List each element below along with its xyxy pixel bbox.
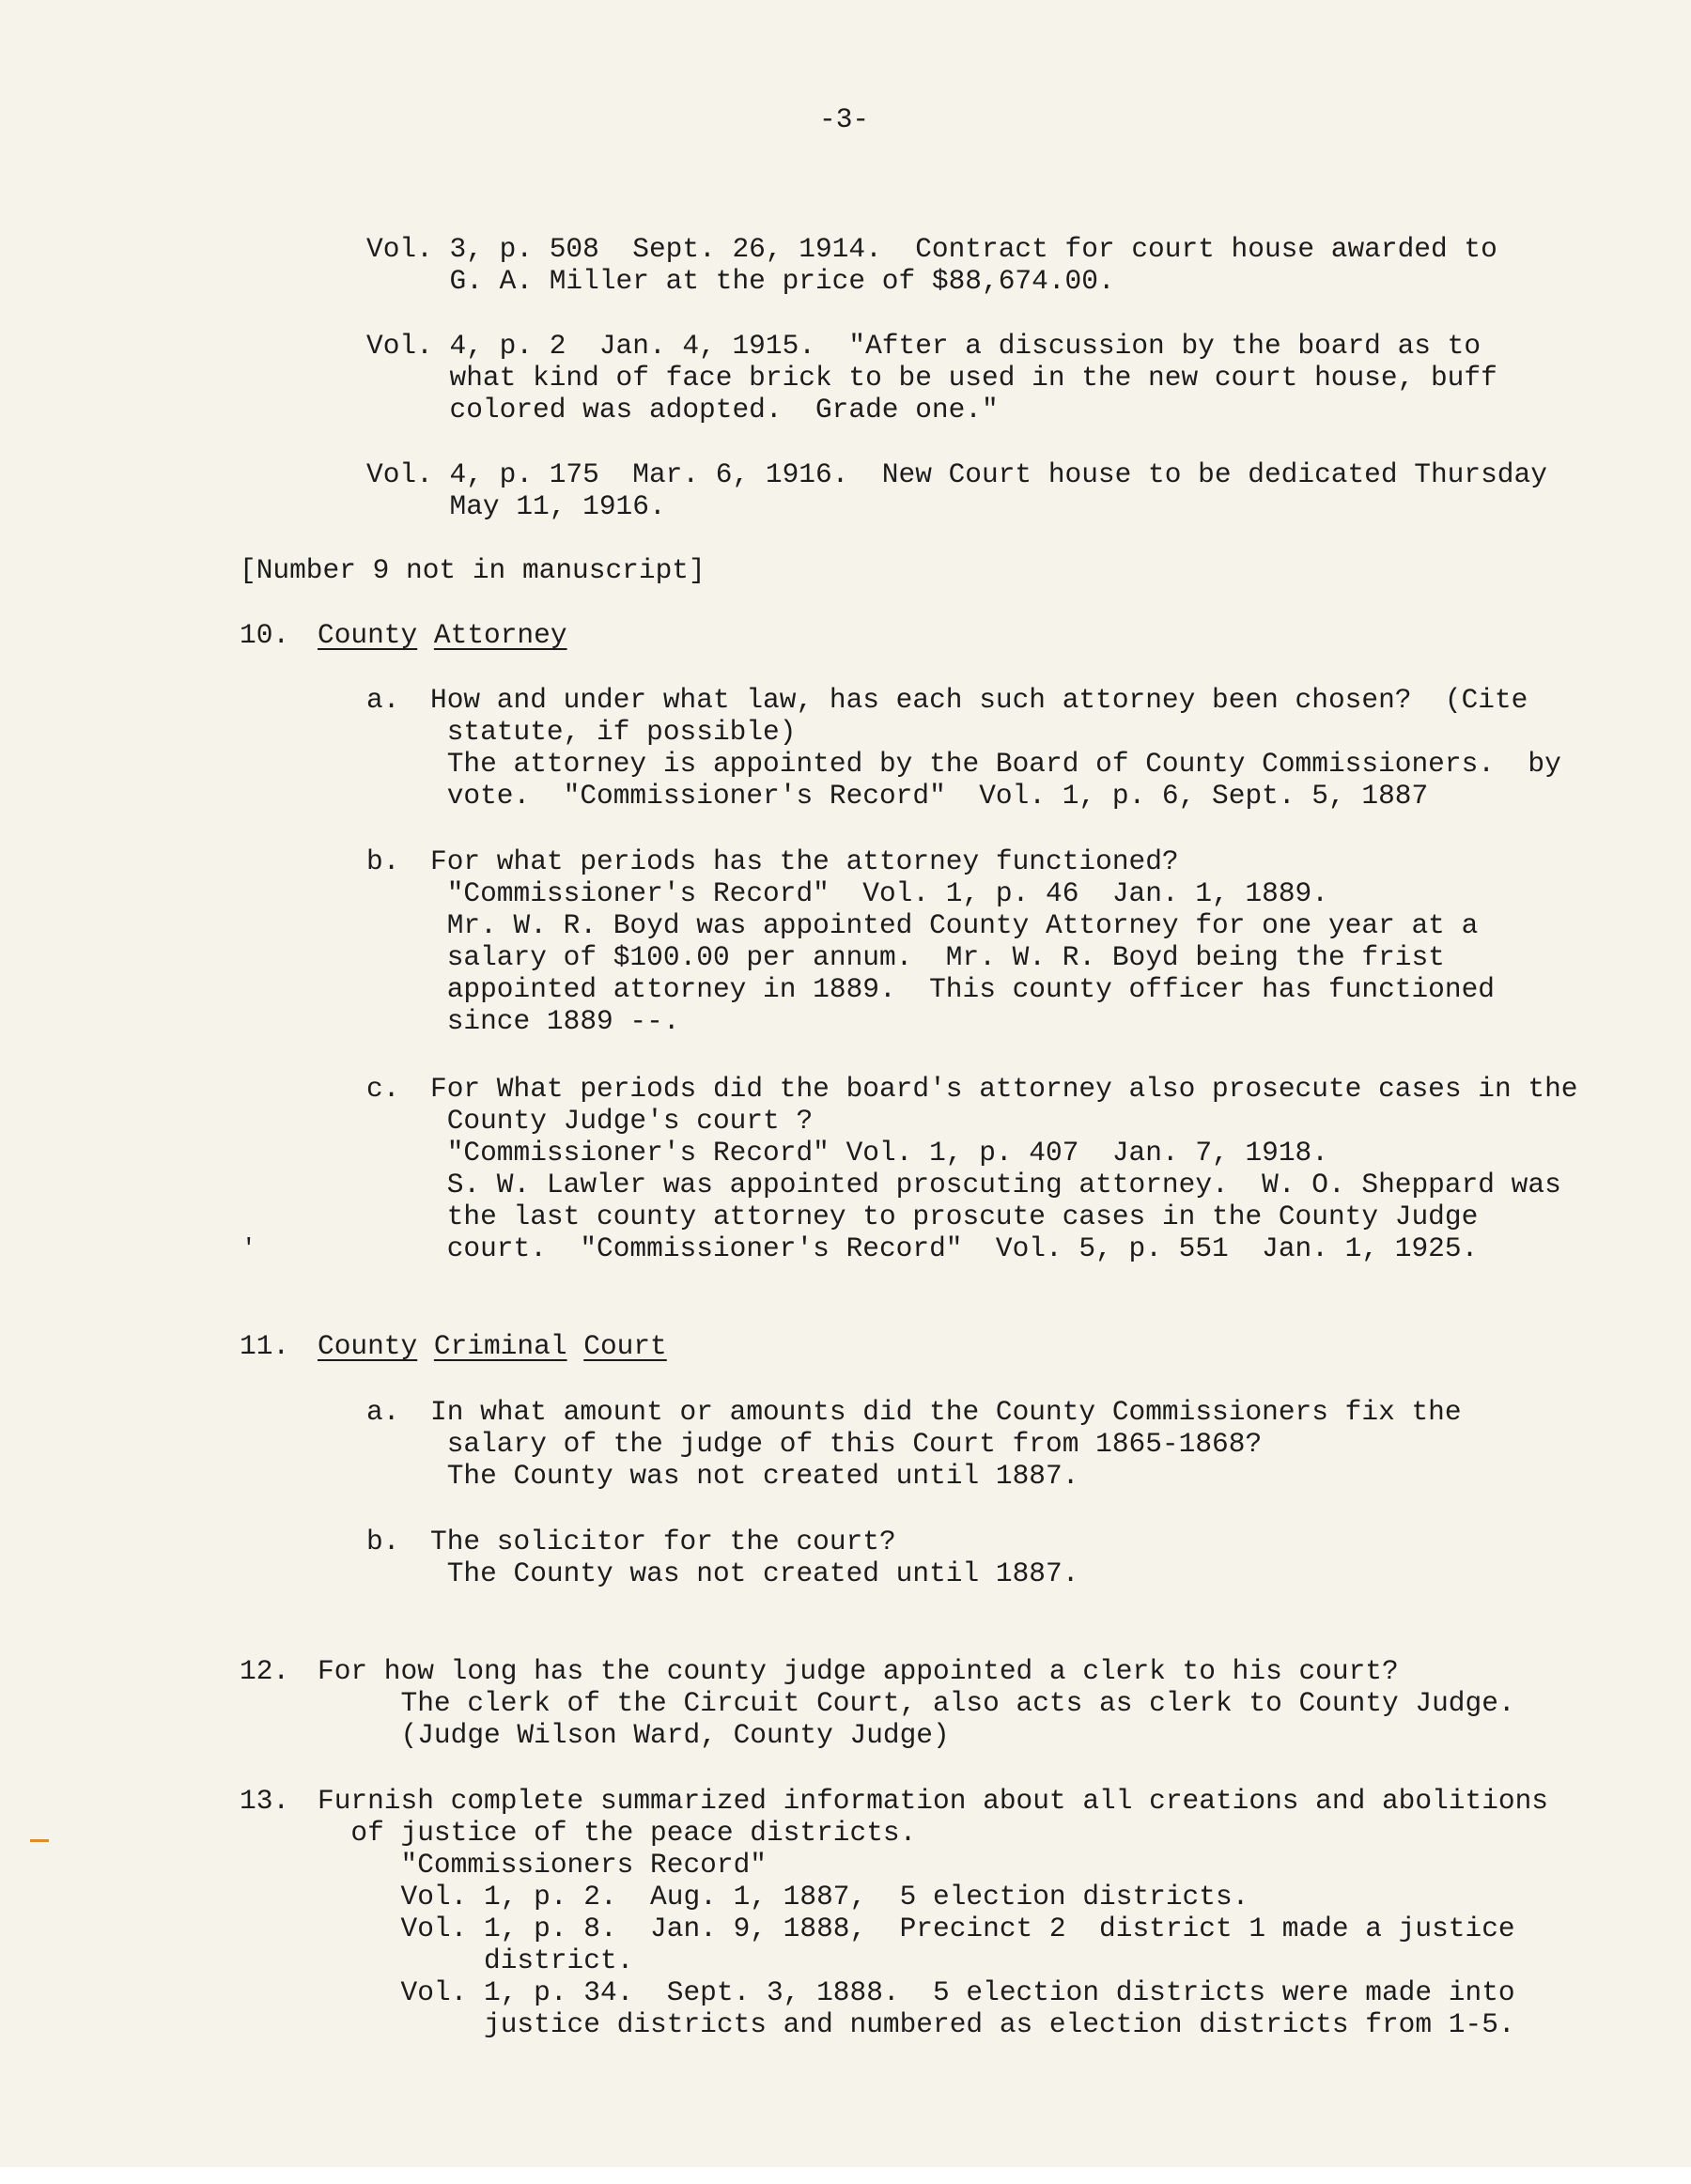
vol-entry-line: G. A. Miller at the price of $88,674.00. xyxy=(366,265,1115,297)
item-line: The solicitor for the court? xyxy=(430,1526,896,1557)
section-title-word: Court xyxy=(583,1330,667,1362)
item-line: appointed attorney in 1889. This county officer has functioned xyxy=(430,973,1495,1005)
item-line: How and under what law, has each such attorney been chosen? (Cite xyxy=(430,684,1528,716)
margin-mark: ' xyxy=(241,1234,256,1262)
item-line: vote. "Commissioner's Record" Vol. 1, p. 6, Sept. 5, 1887 xyxy=(430,780,1429,812)
section-line: Furnish complete summarized information about all creations and abolitions xyxy=(318,1785,1549,1817)
section-title-word: Criminal xyxy=(433,1330,567,1362)
margin-dash xyxy=(30,1839,49,1842)
item-line: The attorney is appointed by the Board of County Commissioners. by xyxy=(430,748,1561,780)
section-line: "Commissioners Record" xyxy=(318,1849,767,1881)
page-number: -3- xyxy=(819,103,870,135)
item-letter: b. xyxy=(366,845,400,877)
vol-entry-line: Vol. 3, p. 508 Sept. 26, 1914. Contract for court house awarded to xyxy=(366,233,1497,265)
item-line: The County was not created until 1887. xyxy=(430,1557,1079,1589)
vol-entry-line: Vol. 4, p. 2 Jan. 4, 1915. "After a discussion by the board as to xyxy=(366,330,1482,362)
item-line: court. "Commissioner's Record" Vol. 5, p. 551 Jan. 1, 1925. xyxy=(430,1232,1479,1264)
section-line: district. xyxy=(318,1944,634,1976)
vol-entry-line: May 11, 1916. xyxy=(366,490,666,522)
section-number: 13. xyxy=(240,1785,290,1817)
section-line: The clerk of the Circuit Court, also acts as clerk to County Judge. xyxy=(318,1687,1515,1719)
item-line: "Commissioner's Record" Vol. 1, p. 407 Jan. 7, 1918. xyxy=(430,1137,1328,1169)
section-line: of justice of the peace districts. xyxy=(318,1817,917,1849)
item-line: In what amount or amounts did the County Commissioners fix the xyxy=(430,1396,1462,1428)
item-line: The County was not created until 1887. xyxy=(430,1460,1079,1492)
section-line: justice districts and numbered as election districts from 1-5. xyxy=(318,2008,1515,2040)
item-line: salary of $100.00 per annum. Mr. W. R. Boyd being the frist xyxy=(430,941,1445,973)
item-line: the last county attorney to proscute cases in the County Judge xyxy=(430,1200,1479,1232)
section-line: For how long has the county judge appointed a clerk to his court? xyxy=(318,1655,1399,1687)
section-line: (Judge Wilson Ward, County Judge) xyxy=(318,1719,950,1751)
item-line: salary of the judge of this Court from 1865-1868? xyxy=(430,1428,1263,1460)
item-line: County Judge's court ? xyxy=(430,1105,814,1137)
manuscript-note: [Number 9 not in manuscript] xyxy=(240,554,706,586)
vol-entry-line: what kind of face brick to be used in the new court house, buff xyxy=(366,362,1497,394)
vol-entry-line: colored was adopted. Grade one." xyxy=(366,394,999,426)
item-line: since 1889 --. xyxy=(430,1005,680,1037)
scan-bottom-edge xyxy=(0,2167,1691,2184)
section-title-word: Attorney xyxy=(433,619,567,651)
vol-entry-line: Vol. 4, p. 175 Mar. 6, 1916. New Court house to be dedicated Thursday xyxy=(366,458,1547,490)
item-line: Mr. W. R. Boyd was appointed County Attorney for one year at a xyxy=(430,909,1479,941)
section-number: 10. xyxy=(240,619,290,651)
item-line: For What periods did the board's attorney also prosecute cases in the xyxy=(430,1073,1578,1105)
item-letter: c. xyxy=(366,1073,400,1105)
section-line: Vol. 1, p. 2. Aug. 1, 1887, 5 election districts. xyxy=(318,1881,1249,1913)
item-line: statute, if possible) xyxy=(430,716,797,748)
item-line: S. W. Lawler was appointed proscuting attorney. W. O. Sheppard was xyxy=(430,1169,1561,1200)
section-number: 11. xyxy=(240,1330,290,1362)
section-line: Vol. 1, p. 8. Jan. 9, 1888, Precinct 2 district 1 made a justice xyxy=(318,1913,1515,1944)
item-letter: a. xyxy=(366,1396,400,1428)
item-letter: b. xyxy=(366,1526,400,1557)
section-title xyxy=(318,1330,667,1362)
section-title xyxy=(318,619,567,651)
item-line: For what periods has the attorney functioned? xyxy=(430,845,1179,877)
item-letter: a. xyxy=(366,684,400,716)
section-number: 12. xyxy=(240,1655,290,1687)
section-title-word: County xyxy=(318,619,418,651)
section-title-word: County xyxy=(318,1330,418,1362)
section-line: Vol. 1, p. 34. Sept. 3, 1888. 5 election districts were made into xyxy=(318,1976,1515,2008)
item-line: "Commissioner's Record" Vol. 1, p. 46 Jan. 1, 1889. xyxy=(430,877,1328,909)
